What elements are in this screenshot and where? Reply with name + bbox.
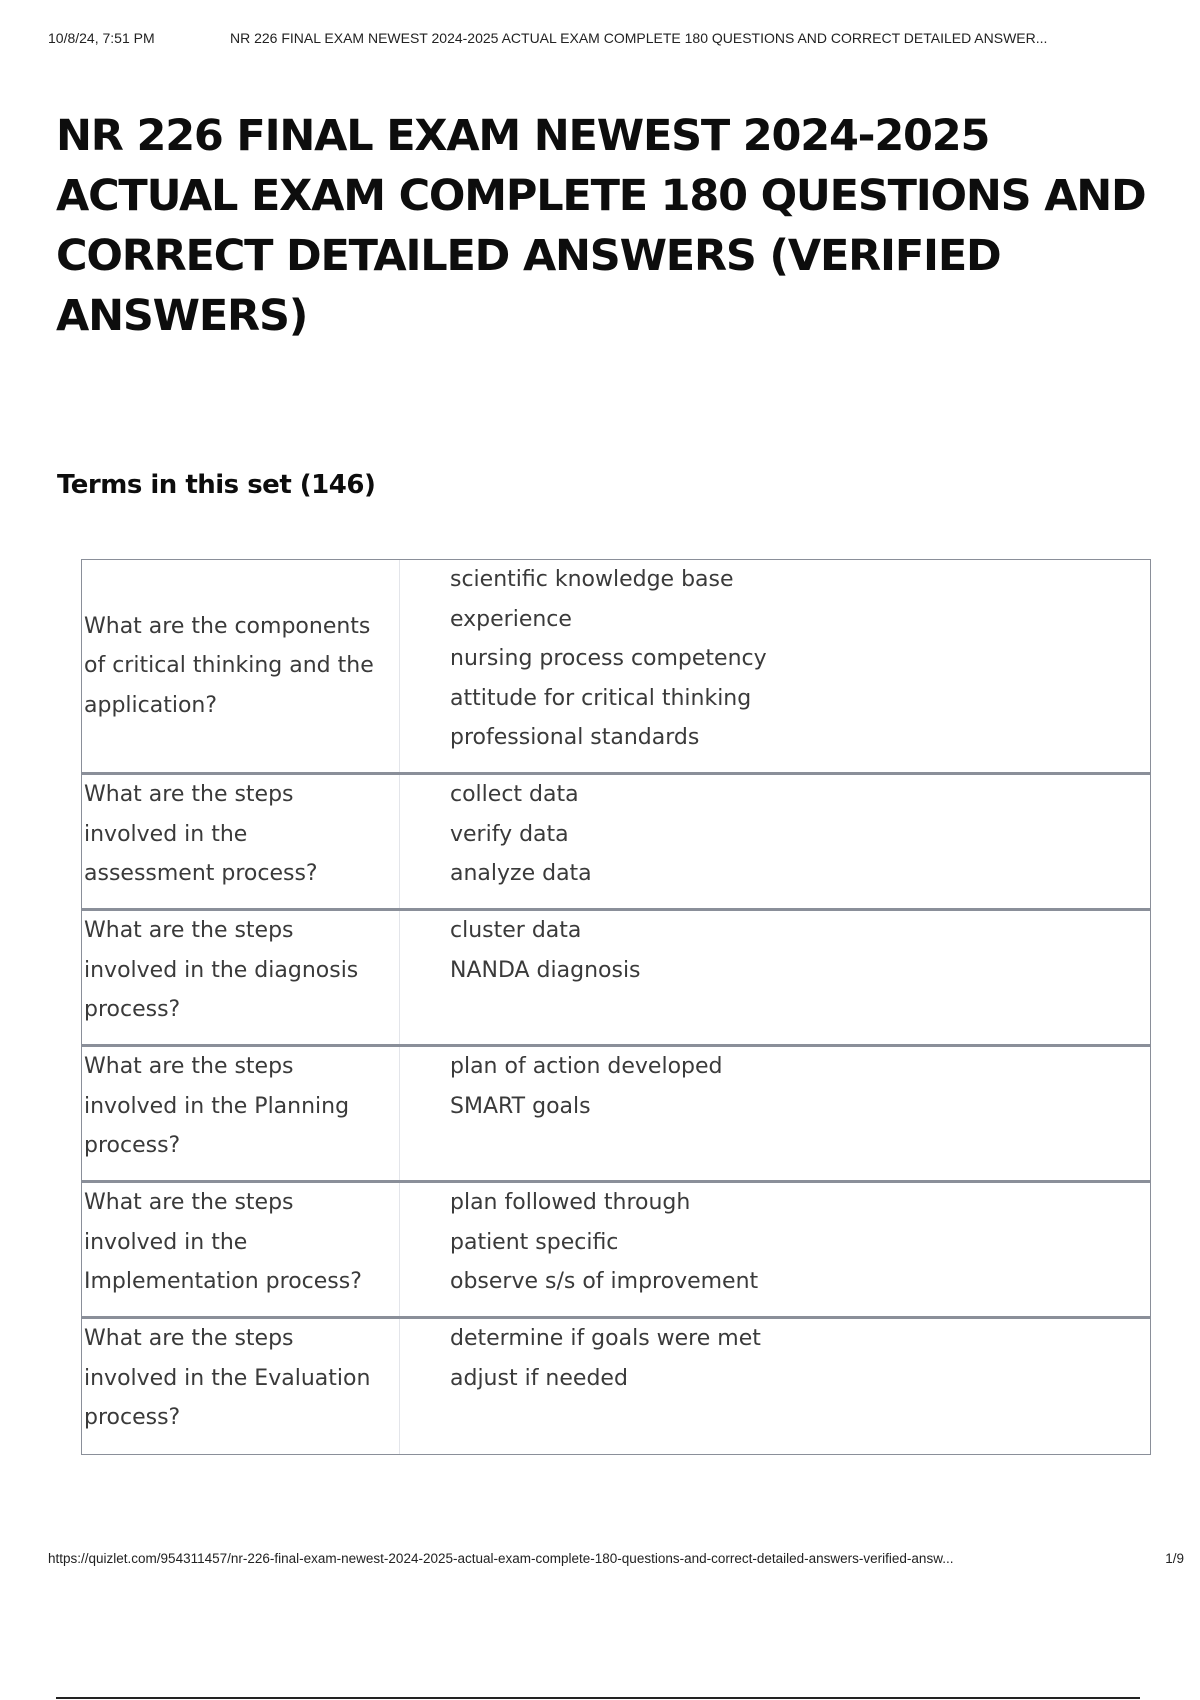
term-question: What are the steps involved in the Evaluation process? [82,1319,400,1454]
term-answer [400,1183,1150,1316]
term-answer [400,775,1150,908]
term-answer-line: patient specific [450,1229,619,1255]
term-question: What are the steps involved in the assessment process? [82,775,400,908]
term-answer [400,911,1150,1044]
term-answer [400,1319,1150,1454]
term-row [82,560,1150,775]
term-row [82,1183,1150,1319]
term-answer-line: determine if goals were met [450,1326,761,1351]
term-row [82,775,1150,911]
term-answer-line: collect data [450,782,579,807]
term-row [82,1047,1150,1183]
term-answer-line: professional standards [450,725,700,750]
term-answer [400,560,1150,772]
page-number: 1/9 [1165,1551,1184,1566]
print-url: https://quizlet.com/954311457/nr-226-final-exam-newest-2024-2025-actual-exam-complete-180-questions-and-correct-detailed-answers-verified-answ... [48,1551,954,1566]
term-question: What are the steps involved in the Planning process? [82,1047,400,1180]
term-row [82,1319,1150,1454]
term-answer-line: NANDA diagnosis [450,957,641,983]
term-answer-line: attitude for critical thinking [450,685,752,711]
term-answer-line: experience [450,606,572,632]
term-answer-line: plan of action developed [450,1054,723,1079]
term-answer-line: verify data [450,821,569,847]
term-answer-line: adjust if needed [450,1365,628,1391]
term-question: What are the steps involved in the diagnosis process? [82,911,400,1044]
terms-heading: Terms in this set (146) [57,470,376,500]
term-answer-line: cluster data [450,918,582,943]
term-answer [400,1047,1150,1180]
print-doc-title: NR 226 FINAL EXAM NEWEST 2024-2025 ACTUAL EXAM COMPLETE 180 QUESTIONS AND CORRECT DETAILED ANSWER... [230,30,1048,46]
term-question: What are the steps involved in the Implementation process? [82,1183,400,1316]
term-answer-line: observe s/s of improvement [450,1269,759,1294]
term-answer-line: plan followed through [450,1190,691,1215]
print-footer [48,1551,1184,1571]
term-row [82,911,1150,1047]
terms-list [81,559,1151,1455]
print-datetime: 10/8/24, 7:51 PM [48,30,155,46]
term-answer-line: scientific knowledge base [450,567,734,592]
page-title: NR 226 FINAL EXAM NEWEST 2024-2025 ACTUAL EXAM COMPLETE 180 QUESTIONS AND CORRECT DETAILED ANSWERS (VERIFIED ANSWERS) [56,111,1146,341]
term-answer-line: analyze data [450,861,592,886]
term-answer-line: SMART goals [450,1093,591,1119]
term-answer-line: nursing process competency [450,646,767,671]
term-question: What are the components of critical thinking and the application? [82,560,400,772]
print-header [48,30,1178,50]
bottom-rule [56,1697,1140,1699]
